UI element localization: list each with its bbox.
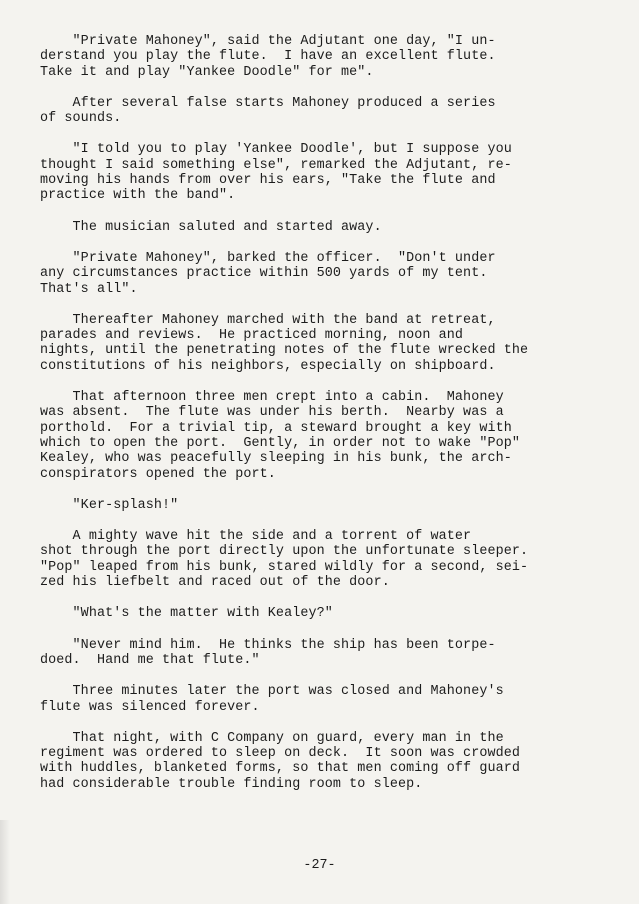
paragraph-band-practice: Thereafter Mahoney marched with the band at retreat, parades and reviews. He practiced morning, noon and nights, until the penetrating notes of the flute wrecked the constitutions of his neighbors, especially on shipboard. xyxy=(40,312,529,374)
page-number: -27- xyxy=(303,858,336,873)
paragraph-false-starts: After several false starts Mahoney produced a series of sounds. xyxy=(40,95,496,127)
paragraph-never-mind: "Never mind him. He thinks the ship has been torpe- doed. Hand me that flute." xyxy=(40,637,496,668)
paragraph-officer-order: "Private Mahoney", barked the officer. "Don't under any circumstances practice within 500 yards of my tent. That's all". xyxy=(40,250,496,297)
paragraph-mighty-wave: A mighty wave hit the side and a torrent of water shot through the port directly upon the unfortunate sleeper. "Pop" leaped from his bunk, stared wildly for a second, sei- zed his liefbelt and raced out of the door. xyxy=(40,529,529,591)
paragraph-musician-saluted: The musician saluted and started away. xyxy=(40,219,382,235)
paragraph-ker-splash: "Ker-splash!" xyxy=(40,497,179,513)
paragraph-guard-night: That night, with C Company on guard, every man in the regiment was ordered to sleep on deck. It soon was crowded with huddles, blanketed forms, so that men coming off guard had considerable trouble finding room to sleep. xyxy=(40,730,521,792)
paragraph-flute-silenced: Three minutes later the port was closed and Mahoney's flute was silenced forever. xyxy=(40,684,504,715)
paragraph-adjutant-remark: "I told you to play 'Yankee Doodle', but I suppose you thought I said something else", remarked the Adjutant, re- moving his hands from over his ears, "Take the flute and practice with the band". xyxy=(40,142,512,204)
body-text xyxy=(40,34,615,807)
paragraph-whats-the-matter: "What's the matter with Kealey?" xyxy=(40,606,333,622)
paragraph-adjutant-request: "Private Mahoney", said the Adjutant one day, "I un- derstand you play the flute. I have an excellent flute. Take it and play "Yankee Doodle" for me". xyxy=(40,34,496,80)
paragraph-cabin-plot: That afternoon three men crept into a cabin. Mahoney was absent. The flute was under his berth. Nearby was a porthold. For a trivial tip, a steward brought a key with which to open the port. Gently, in order not to wake "Pop" Kealey, who was peacefully sleeping in his bunk, the arch- conspirators opened the port. xyxy=(40,390,521,482)
